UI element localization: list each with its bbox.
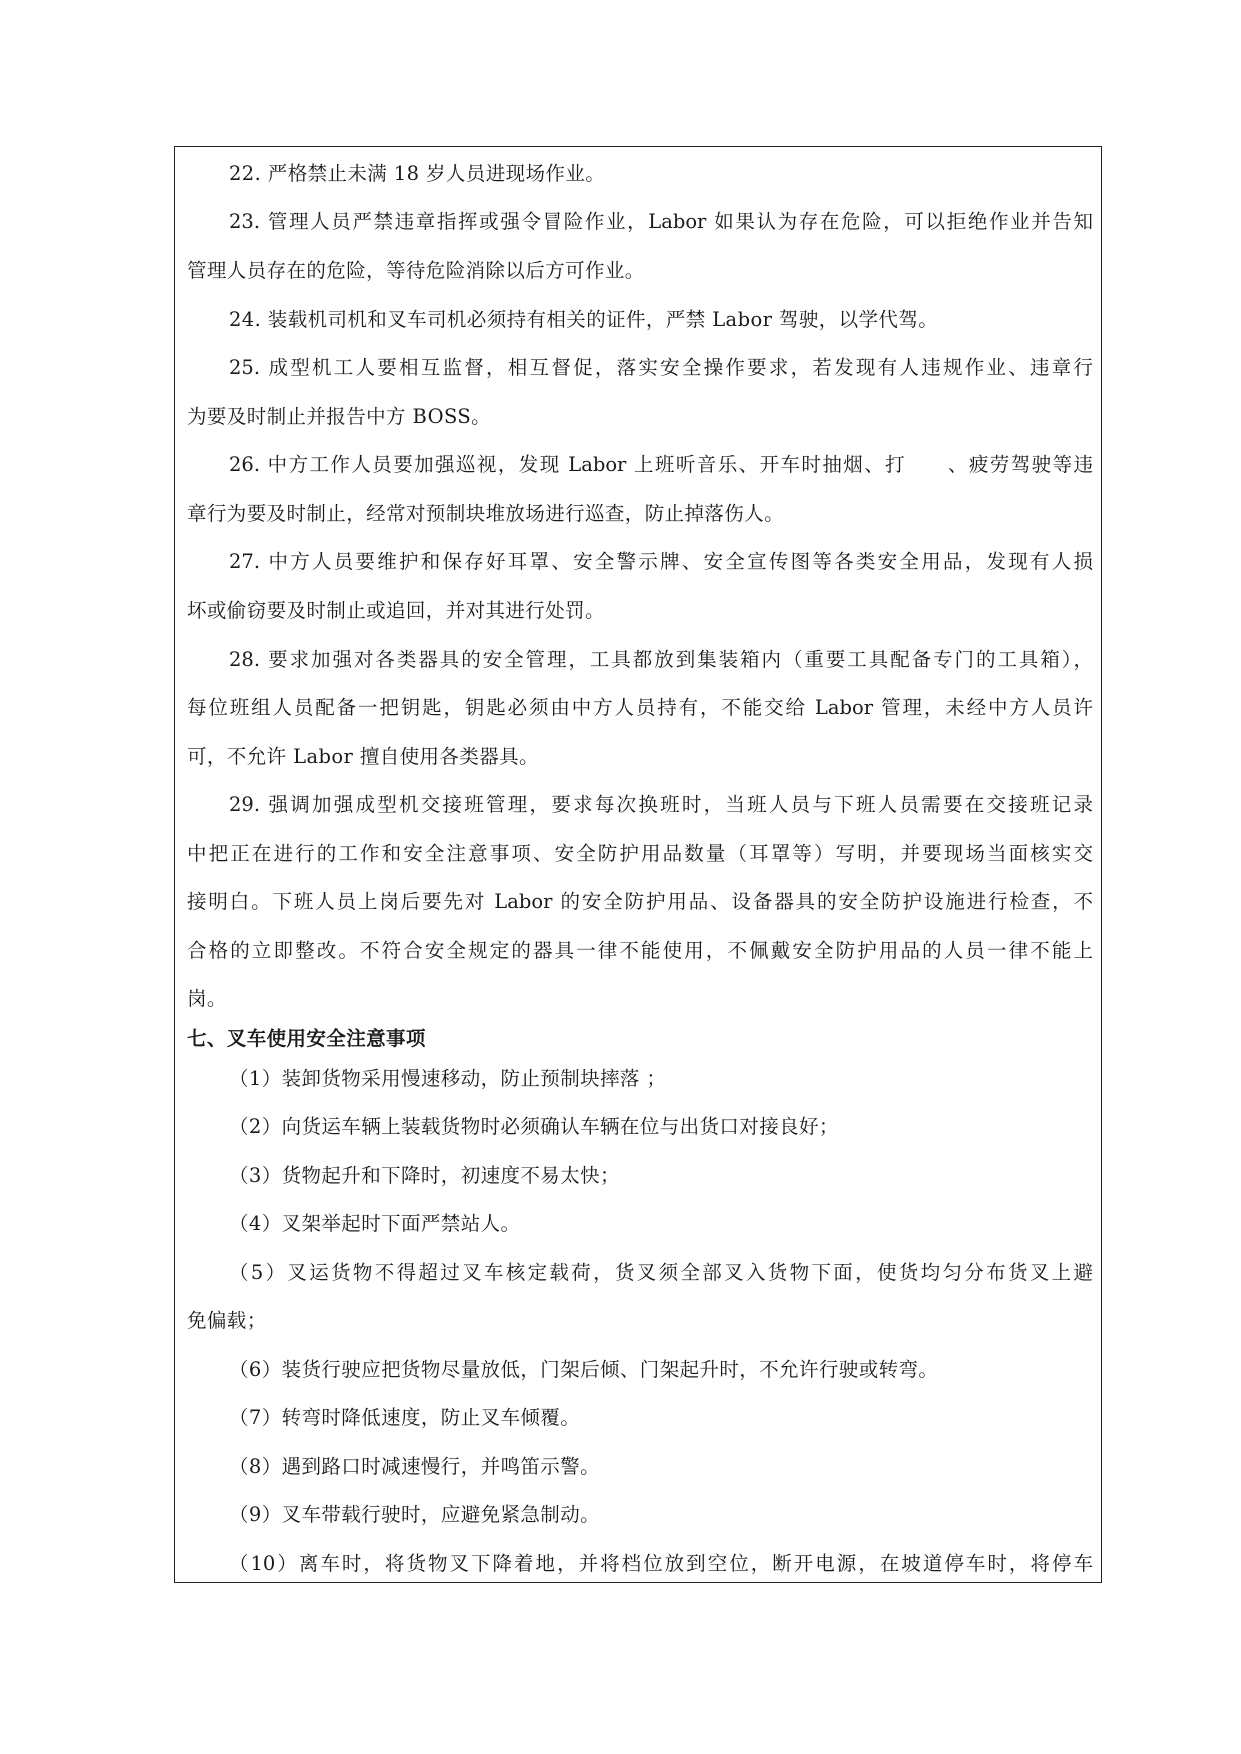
paragraph-25-line-2: 为要及时制止并报告中方 BOSS。 [187,405,492,428]
forklift-item-5-line-1: （5）叉运货物不得超过叉车核定载荷，货叉须全部叉入货物下面，使货均匀分布货叉上避 [229,1261,1093,1284]
forklift-item-2: （2）向货运车辆上装载货物时必须确认车辆在位与出货口对接良好； [229,1115,839,1138]
paragraph-26-line-2: 章行为要及时制止，经常对预制块堆放场进行巡查，防止掉落伤人。 [187,502,785,525]
paragraph-29-line-3: 接明白。下班人员上岗后要先对 Labor 的安全防护用品、设备器具的安全防护设施进行检查，不 [187,890,1093,913]
forklift-item-1: （1）装卸货物采用慢速移动，防止预制块摔落 ； [229,1067,667,1090]
paragraph-29-line-4: 合格的立即整改。不符合安全规定的器具一律不能使用，不佩戴安全防护用品的人员一律不能上 [187,939,1093,962]
paragraph-22: 22. 严格禁止未满 18 岁人员进现场作业。 [229,162,606,185]
paragraph-26-line-1: 26. 中方工作人员要加强巡视，发现 Labor 上班听音乐、开车时抽烟、打 、疲劳驾驶等违 [229,453,1093,476]
paragraph-24: 24. 装载机司机和叉车司机必须持有相关的证件，严禁 Labor 驾驶，以学代驾。 [229,308,939,331]
paragraph-29-line-1: 29. 强调加强成型机交接班管理，要求每次换班时，当班人员与下班人员需要在交接班记录 [229,793,1093,816]
paragraph-23-line-2: 管理人员存在的危险，等待危险消除以后方可作业。 [187,259,645,282]
forklift-item-5-line-2: 免偏载； [187,1309,267,1332]
paragraph-28-line-3: 可，不允许 Labor 擅自使用各类器具。 [187,745,539,768]
paragraph-29-line-2: 中把正在进行的工作和安全注意事项、安全防护用品数量（耳罩等）写明，并要现场当面核实交 [187,842,1093,865]
paragraph-27-line-1: 27. 中方人员要维护和保存好耳罩、安全警示牌、安全宣传图等各类安全用品，发现有人损 [229,550,1093,573]
paragraph-25-line-1: 25. 成型机工人要相互监督，相互督促，落实安全操作要求，若发现有人违规作业、违章行 [229,356,1093,379]
forklift-item-10-line-1: （10）离车时，将货物叉下降着地，并将档位放到空位，断开电源，在坡道停车时，将停车 [229,1552,1093,1575]
section-heading-forklift: 七、叉车使用安全注意事项 [187,1027,426,1050]
forklift-item-3: （3）货物起升和下降时，初速度不易太快； [229,1164,620,1187]
paragraph-29-line-5: 岗。 [187,987,227,1010]
paragraph-27-line-2: 坏或偷窃要及时制止或追回，并对其进行处罚。 [187,599,605,622]
paragraph-28-line-1: 28. 要求加强对各类器具的安全管理，工具都放到集装箱内（重要工具配备专门的工具箱）， [229,648,1093,671]
forklift-item-8: （8）遇到路口时减速慢行，并鸣笛示警。 [229,1455,601,1478]
paragraph-23-line-1: 23. 管理人员严禁违章指挥或强令冒险作业，Labor 如果认为存在危险，可以拒绝作业并告知 [229,210,1093,233]
forklift-item-4: （4）叉架举起时下面严禁站人。 [229,1212,521,1235]
forklift-item-6: （6）装货行驶应把货物尽量放低，门架后倾、门架起升时，不允许行驶或转弯。 [229,1358,939,1381]
forklift-item-9: （9）叉车带载行驶时，应避免紧急制动。 [229,1503,601,1526]
paragraph-28-line-2: 每位班组人员配备一把钥匙，钥匙必须由中方人员持有，不能交给 Labor 管理，未经中方人员许 [187,696,1093,719]
forklift-item-7: （7）转弯时降低速度，防止叉车倾覆。 [229,1406,581,1429]
